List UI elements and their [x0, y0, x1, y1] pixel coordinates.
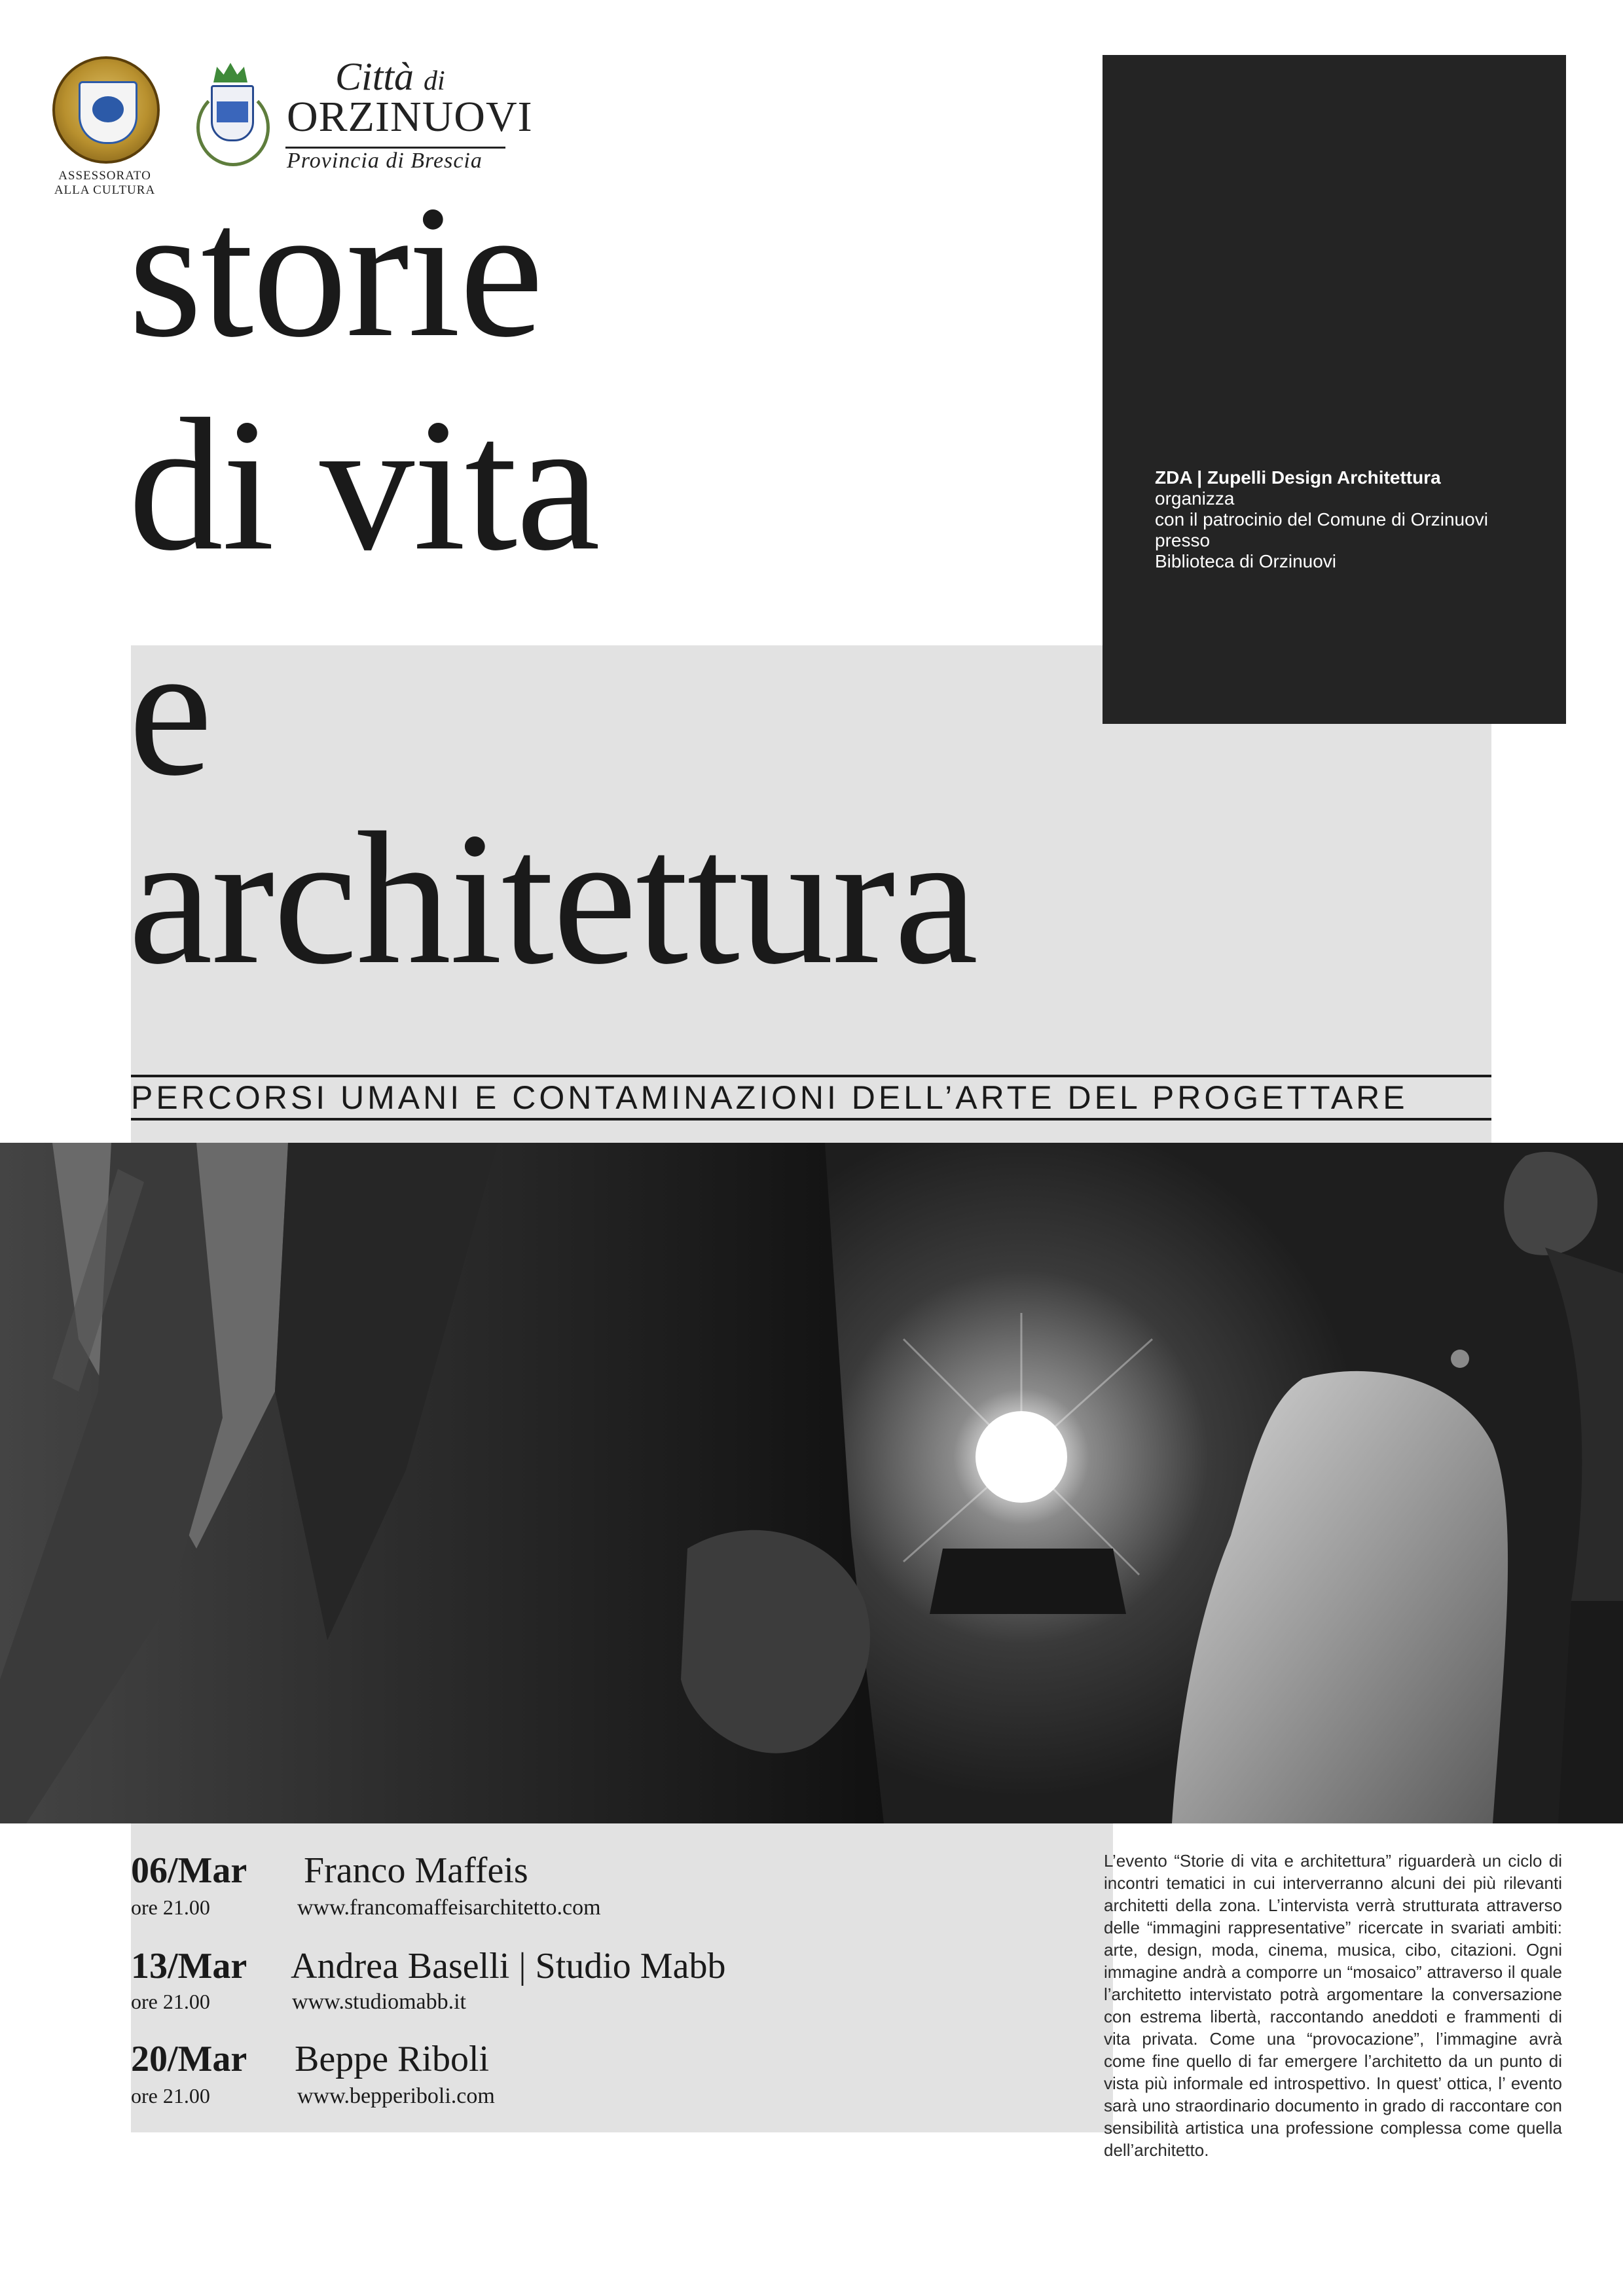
event-url[interactable]: www.studiomabb.it	[292, 1990, 467, 2014]
city-prefix: Città	[335, 55, 414, 98]
city-di: di	[424, 66, 445, 96]
info-text	[1155, 467, 1548, 572]
event-speaker-name: Franco Maffeis	[304, 1850, 528, 1891]
info-organizer: ZDA | Zupelli Design Architettura	[1155, 467, 1441, 488]
event-speaker-name: Beppe Riboli	[295, 2039, 490, 2079]
province-name: Provincia di Brescia	[287, 149, 483, 173]
event-speaker-name: Andrea Baselli | Studio Mabb	[291, 1946, 726, 1986]
event-row	[131, 1945, 247, 1987]
event-date: 13/Mar	[131, 1946, 247, 1986]
event-description: L’evento “Storie di vita e architettura” riguarderà un ciclo di incontri tematici in cui interverranno alcuni dei più rilevanti architetti della zona. L’intervista verrà strutturata attraverso delle “immagini rappresentative” ricercate in svariati ambiti: arte, design, moda, cinema, musica, cibo, citazioni. Ogni immagine andrà a comporre un “mosaico” attraverso il quale l’architetto intervistato potrà argomentare la conversazione con estrema libertà, raccontando aneddoti e frammenti di vita privata. Come una “provocazione”, l’immagine avrà come fine quello di far emergere l’architetto da un punto di vista più informale ed introspettivo. In quest’ ottica, l’ evento sarà uno straordinario documento in grado di raccontare con sensibilità artistica una professione complessa come quella dell’architetto.	[1104, 1851, 1562, 2160]
event-time: ore 21.00	[131, 2084, 210, 2108]
event-speaker	[295, 2038, 489, 2080]
event-date: 06/Mar	[131, 1850, 247, 1891]
event-url[interactable]: www.bepperiboli.com	[297, 2084, 495, 2108]
title-line-3: e	[128, 605, 211, 815]
event-row	[131, 2038, 247, 2080]
event-speaker	[291, 1945, 725, 1987]
event-time: ore 21.00	[131, 1895, 210, 1919]
event-url[interactable]: www.francomaffeisarchitetto.com	[297, 1895, 601, 1920]
stemma-shield-icon	[191, 63, 268, 161]
info-line-presso: presso	[1155, 530, 1211, 550]
info-box	[1103, 55, 1566, 724]
city-name: ORZINUOVI	[287, 93, 533, 141]
subtitle: PERCORSI UMANI E CONTAMINAZIONI DELL’ARTE DEL PROGETTARE	[131, 1079, 1408, 1116]
info-line-organizza: organizza	[1155, 488, 1235, 509]
citta-di-orzinuovi-logo	[279, 54, 533, 173]
hero-photo	[0, 1143, 1623, 1823]
event-speaker	[304, 1850, 528, 1892]
event-date: 20/Mar	[131, 2039, 247, 2079]
event-row	[131, 1850, 247, 1892]
subtitle-rule-top	[131, 1075, 1491, 1077]
assessorato-seal-icon	[52, 56, 160, 164]
title-line-1: storie	[128, 166, 543, 376]
subtitle-rule-bottom	[131, 1118, 1491, 1121]
info-line-patrocinio: con il patrocinio del Comune di Orzinuovi	[1155, 509, 1488, 529]
info-line-venue: Biblioteca di Orzinuovi	[1155, 551, 1337, 571]
title-line-2: di vita	[128, 380, 599, 590]
title-line-4: architettura	[128, 793, 977, 1003]
event-time: ore 21.00	[131, 1990, 210, 2013]
assessorato-caption: ASSESSORATO ALLA CULTURA	[54, 169, 156, 197]
